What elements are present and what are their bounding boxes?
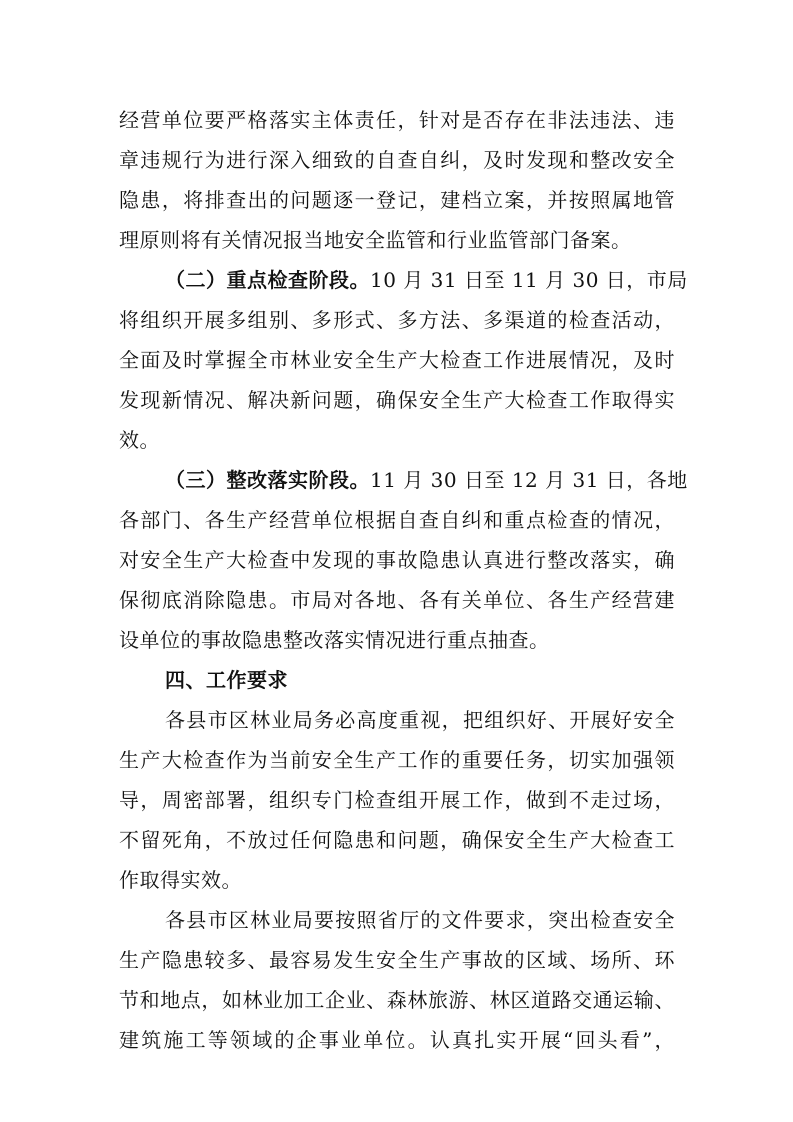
paragraph-line: 保彻底消除隐患。市局对各地、各有关单位、各生产经营建 (119, 588, 675, 612)
paragraph-line: 导，周密部署，组织专门检查组开展工作，做到不走过场， (119, 788, 675, 812)
paragraph-line: 发现新情况、解决新问题，确保安全生产大检查工作取得实 (119, 388, 675, 412)
paragraph-line: 节和地点，如林业加工企业、森林旅游、林区道路交通运输、 (119, 988, 675, 1012)
paragraph-line: 对安全生产大检查中发现的事故隐患认真进行整改落实，确 (119, 548, 675, 572)
paragraph-line: 建筑施工等领域的企事业单位。认真扎实开展“回头看”， (119, 1028, 675, 1052)
paragraph-line: 经营单位要严格落实主体责任，针对是否存在非法违法、违 (119, 108, 675, 132)
paragraph-line: 章违规行为进行深入细致的自查自纠，及时发现和整改安全 (119, 148, 675, 172)
paragraph-line: 效。 (119, 428, 160, 452)
paragraph-text: 10 月 31 日至 11 月 30 日，市局 (370, 268, 688, 292)
section-heading: 四、工作要求 (165, 668, 288, 692)
paragraph-line: 生产隐患较多、最容易发生安全生产事故的区域、场所、环 (119, 948, 675, 972)
section-label-key-inspection: （二）重点检查阶段。 (165, 268, 370, 292)
paragraph-line: 不留死角，不放过任何隐患和问题，确保安全生产大检查工 (119, 828, 675, 852)
paragraph-first-line: 各县市区林业局务必高度重视，把组织好、开展好安全 (165, 708, 675, 732)
paragraph-first-line (165, 460, 688, 500)
paragraph-line: 作取得实效。 (119, 868, 242, 892)
paragraph-line: 生产大检查作为当前安全生产工作的重要任务，切实加强领 (119, 748, 675, 772)
paragraph-line: 理原则将有关情况报当地安全监管和行业监管部门备案。 (119, 228, 632, 252)
paragraph-line: 设单位的事故隐患整改落实情况进行重点抽查。 (119, 628, 550, 652)
paragraph-line: 将组织开展多组别、多形式、多方法、多渠道的检查活动， (119, 308, 675, 332)
paragraph-first-line: 各县市区林业局要按照省厅的文件要求，突出检查安全 (165, 908, 675, 932)
paragraph-line: 全面及时掌握全市林业安全生产大检查工作进展情况，及时 (119, 348, 675, 372)
paragraph-line: 各部门、各生产经营单位根据自查自纠和重点检查的情况， (119, 508, 675, 532)
paragraph-first-line (165, 260, 688, 300)
paragraph-text: 11 月 30 日至 12 月 31 日，各地 (370, 468, 688, 492)
paragraph-line: 隐患，将排查出的问题逐一登记，建档立案，并按照属地管 (119, 188, 675, 212)
section-label-rectification: （三）整改落实阶段。 (165, 468, 370, 492)
